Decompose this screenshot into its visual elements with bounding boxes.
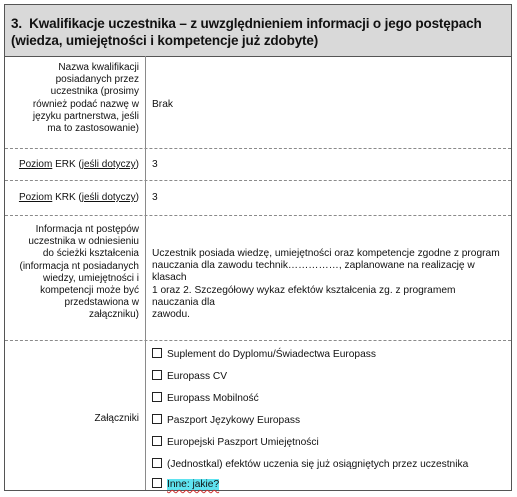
label-note: jeśli dotyczy — [81, 192, 136, 203]
label-line: przedstawiona w — [64, 297, 139, 309]
attachment-item-diploma-supplement[interactable] — [152, 348, 376, 361]
label-line: do ścieżki kształcenia — [42, 248, 139, 260]
checkbox-icon[interactable] — [152, 370, 162, 380]
label-end: ) — [135, 159, 139, 170]
label-note: jeśli dotyczy — [81, 159, 136, 170]
label-line: wiedzy, umiejętności i — [43, 272, 139, 284]
progress-info-label — [5, 224, 145, 322]
label-line: posiadanych przez — [55, 74, 139, 86]
value-line: Uczestnik posiada wiedzę, umiejętności oraz kompetencje zgodne z program — [152, 248, 500, 259]
section-title-line2: (wiedza, umiejętności i kompetencje już zdobyte) — [11, 33, 319, 48]
erk-level-label — [5, 159, 145, 171]
attachment-label: Europejski Paszport Umiejętności — [167, 437, 319, 448]
value-line: nauczania dla zawodu technik……………, zaplanowane na realizację w klasach — [152, 260, 475, 284]
label-line: Informacja nt postępów — [35, 224, 139, 235]
attachments-list — [146, 341, 511, 491]
checkbox-icon[interactable] — [152, 392, 162, 402]
checkbox-icon[interactable] — [152, 458, 162, 468]
label-line: uczestnika (prosimy — [50, 86, 139, 98]
attachment-label: Paszport Językowy Europass — [167, 415, 301, 426]
krk-level-value: 3 — [152, 192, 158, 203]
attachment-item-europass-cv[interactable] — [152, 370, 227, 383]
checkbox-icon[interactable] — [152, 414, 162, 424]
attachment-label: Suplement do Dyplomu/Świadectwa Europass — [167, 349, 376, 360]
label-line: uczestnika w odniesieniu — [28, 236, 139, 248]
label-line: języku partnerstwa, jeśli — [32, 110, 139, 122]
section-number: 3. — [11, 16, 22, 31]
checkbox-icon[interactable] — [152, 478, 162, 488]
row-attachments — [5, 340, 511, 491]
label-word: Poziom — [18, 192, 53, 203]
row-qualification-name — [5, 56, 511, 148]
attachment-item-skills-passport[interactable] — [152, 436, 319, 449]
section-header — [5, 5, 511, 57]
label-line: ma to zastosowanie) — [47, 123, 139, 135]
label-line: kompetencji może być — [40, 285, 139, 297]
attachment-item-language-passport[interactable] — [152, 414, 300, 427]
attachment-item-other[interactable] — [152, 478, 219, 491]
section-title — [11, 15, 505, 49]
attachment-item-europass-mobility[interactable] — [152, 392, 259, 405]
label-end: ) — [135, 192, 139, 203]
erk-level-value: 3 — [152, 159, 158, 170]
attachment-label: Inne: jakie? — [167, 479, 220, 490]
row-progress-info — [5, 215, 511, 341]
checkbox-icon[interactable] — [152, 436, 162, 446]
qualification-name-value: Brak — [152, 99, 173, 110]
checkbox-icon[interactable] — [152, 348, 162, 358]
label-line: załączniku) — [88, 309, 139, 321]
attachment-label: Europass Mobilność — [167, 393, 259, 404]
progress-info-value — [146, 248, 511, 321]
value-line: zawodu. — [152, 309, 190, 321]
label-line: (informacja nt posiadanych — [19, 260, 139, 272]
section-title-line1: Kwalifikacje uczestnika – z uwzględnieniem informacji o jego postępach — [29, 16, 482, 31]
krk-level-label — [5, 192, 145, 204]
row-krk-level — [5, 180, 511, 216]
label-word: Poziom — [18, 159, 53, 170]
attachment-label: Europass CV — [167, 371, 228, 382]
value-line: 1 oraz 2. Szczegółowy wykaz efektów kształcenia zg. z programem nauczania dla — [152, 284, 456, 308]
label-rest: ERK ( — [52, 159, 82, 170]
label-line: Nazwa kwalifikacji — [58, 62, 139, 73]
qualification-name-label — [5, 62, 145, 135]
attachment-label: (Jednostkal) efektów uczenia się już osiągniętych przez uczestnika — [167, 459, 469, 470]
label-line: również podać nazwę w — [32, 98, 139, 110]
qualifications-table — [4, 4, 512, 491]
attachments-label: Załączniki — [94, 413, 139, 424]
label-rest: KRK ( — [52, 192, 82, 203]
row-erk-level — [5, 148, 511, 181]
attachment-item-learning-outcomes[interactable] — [152, 458, 468, 471]
